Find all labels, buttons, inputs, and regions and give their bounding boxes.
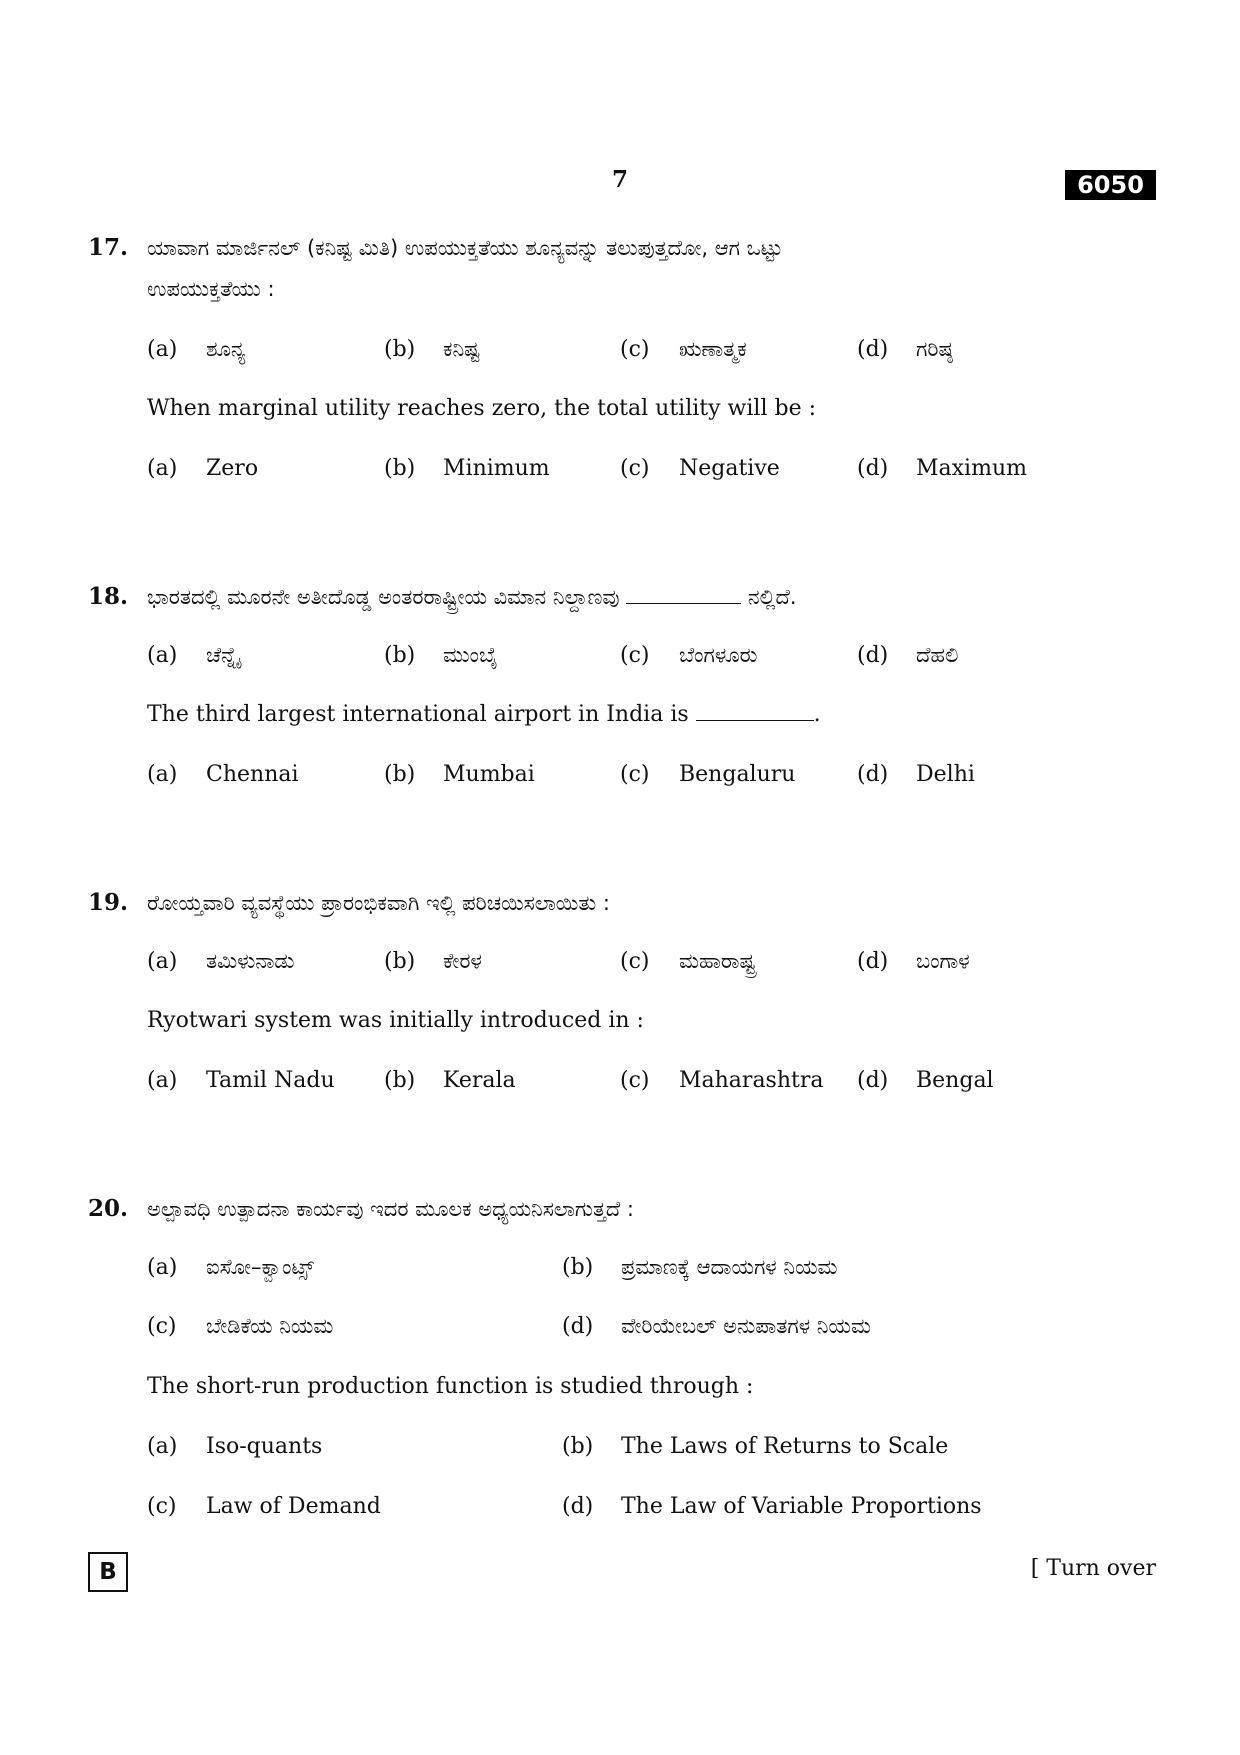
question-text-kannada-cont: ಉಪಯುಕ್ತತೆಯು : [147, 277, 275, 301]
option-label: (d) [857, 643, 889, 668]
option-text: Bengal [916, 1068, 994, 1093]
option-text: ಕೇರಳ [443, 949, 482, 973]
option-label: (b) [384, 643, 416, 668]
question-number: 17. [88, 234, 129, 261]
option-label: (c) [620, 337, 650, 362]
option-text: ಕನಿಷ್ಟ [443, 337, 480, 361]
option-label: (a) [147, 1255, 178, 1280]
option-label: (c) [620, 643, 650, 668]
option-text: ವೇರಿಯೇಬಲ್ ಅನುಪಾತಗಳ ನಿಯಮ [621, 1314, 871, 1338]
option-label: (b) [562, 1255, 594, 1280]
option-text: Iso-quants [206, 1434, 323, 1459]
option-text: ಶೂನ್ಯ [206, 337, 246, 361]
turn-over-label: [ Turn over [1030, 1556, 1156, 1581]
question-text-english: The short-run production function is studied through : [147, 1374, 754, 1399]
option-label: (d) [857, 949, 889, 974]
option-label: (b) [384, 949, 416, 974]
option-text: ಬೇಡಿಕೆಯ ನಿಯಮ [206, 1314, 334, 1338]
option-label: (b) [562, 1434, 594, 1459]
option-label: (a) [147, 949, 178, 974]
option-text: Maharashtra [679, 1068, 824, 1093]
option-label: (c) [620, 456, 650, 481]
option-label: (c) [147, 1494, 177, 1519]
option-label: (b) [384, 762, 416, 787]
option-label: (c) [147, 1314, 177, 1339]
question-text-kannada [147, 585, 797, 610]
option-text: Delhi [916, 762, 975, 787]
option-text: ಋಣಾತ್ಮಕ [679, 337, 747, 361]
option-text: ಚೆನ್ನೈ [206, 643, 241, 667]
option-label: (a) [147, 456, 178, 481]
option-label: (c) [620, 762, 650, 787]
option-text: The Laws of Returns to Scale [621, 1434, 949, 1459]
question-text-part: The third largest international airport in India is [147, 702, 689, 727]
option-label: (a) [147, 643, 178, 668]
option-text: ಐಸೋ–ಕ್ವಾಂಟ್ಸ್ [206, 1255, 314, 1279]
option-label: (d) [857, 456, 889, 481]
answer-blank [696, 702, 814, 721]
option-label: (d) [857, 337, 889, 362]
question-text-english [147, 702, 821, 727]
option-label: (c) [620, 1068, 650, 1093]
option-label: (d) [857, 762, 889, 787]
answer-blank [626, 585, 741, 604]
option-label: (d) [562, 1314, 594, 1339]
question-text-english: Ryotwari system was initially introduced in : [147, 1008, 644, 1033]
question-text-part: . [813, 702, 821, 727]
question-text-part: ನಲ್ಲಿದೆ. [747, 585, 797, 609]
option-text: Kerala [443, 1068, 516, 1093]
question-text-kannada: ಯಾವಾಗ ಮಾರ್ಜಿನಲ್ (ಕನಿಷ್ಟ ಮಿತಿ) ಉಪಯುಕ್ತತೆಯು ಶೂನ್ಯವನ್ನು ತಲುಪುತ್ತದೋ, ಆಗ ಒಟ್ಟು [147, 236, 783, 260]
option-label: (b) [384, 456, 416, 481]
option-text: ಮುಂಬೈ [443, 643, 498, 667]
option-text: Bengaluru [679, 762, 796, 787]
option-text: Tamil Nadu [206, 1068, 335, 1093]
option-label: (a) [147, 1068, 178, 1093]
option-text: ಬಂಗಾಳ [916, 949, 970, 973]
booklet-code-box: B [88, 1552, 128, 1592]
option-label: (a) [147, 337, 178, 362]
option-text: ಪ್ರಮಾಣಕ್ಕೆ ಆದಾಯಗಳ ನಿಯಮ [621, 1255, 838, 1279]
option-text: ಗರಿಷ್ಠ [916, 337, 953, 361]
option-text: Maximum [916, 456, 1027, 481]
question-number: 19. [88, 889, 129, 916]
option-label: (a) [147, 762, 178, 787]
option-label: (d) [562, 1494, 594, 1519]
question-text-kannada: ಅಲ್ಪಾವಧಿ ಉತ್ಪಾದನಾ ಕಾರ್ಯವು ಇದರ ಮೂಲಕ ಅಧ್ಯಯನಿಸಲಾಗುತ್ತದೆ : [147, 1197, 635, 1221]
option-text: ಬೆಂಗಳೂರು [679, 643, 758, 667]
question-text-kannada: ರೋಯ್ತವಾರಿ ವ್ಯವಸ್ಥೆಯು ಪ್ರಾರಂಭಿಕವಾಗಿ ಇಲ್ಲಿ ಪರಿಚಯಿಸಲಾಯಿತು : [147, 891, 610, 915]
question-text-part: ಭಾರತದಲ್ಲಿ ಮೂರನೇ ಅತೀದೊಡ್ಡ ಅಂತರರಾಷ್ಟ್ರೀಯ ವಿಮಾನ ನಿಲ್ದಾಣವು [147, 585, 620, 609]
option-text: Mumbai [443, 762, 535, 787]
option-label: (b) [384, 337, 416, 362]
option-text: ಮಹಾರಾಷ್ಟ್ರ [679, 949, 756, 973]
option-text: ತಮಿಳುನಾಡು [206, 949, 295, 973]
option-text: Negative [679, 456, 780, 481]
option-label: (d) [857, 1068, 889, 1093]
option-text: Law of Demand [206, 1494, 381, 1519]
option-label: (a) [147, 1434, 178, 1459]
option-text: ದೆಹಲಿ [916, 643, 959, 667]
option-text: Zero [206, 456, 259, 481]
option-label: (c) [620, 949, 650, 974]
option-text: The Law of Variable Proportions [621, 1494, 982, 1519]
page-number: 7 [611, 166, 628, 193]
option-text: Chennai [206, 762, 299, 787]
paper-code-badge: 6050 [1065, 170, 1156, 200]
question-text-english: When marginal utility reaches zero, the total utility will be : [147, 396, 816, 421]
option-text: Minimum [443, 456, 550, 481]
question-number: 18. [88, 583, 129, 610]
question-number: 20. [88, 1195, 129, 1222]
option-label: (b) [384, 1068, 416, 1093]
